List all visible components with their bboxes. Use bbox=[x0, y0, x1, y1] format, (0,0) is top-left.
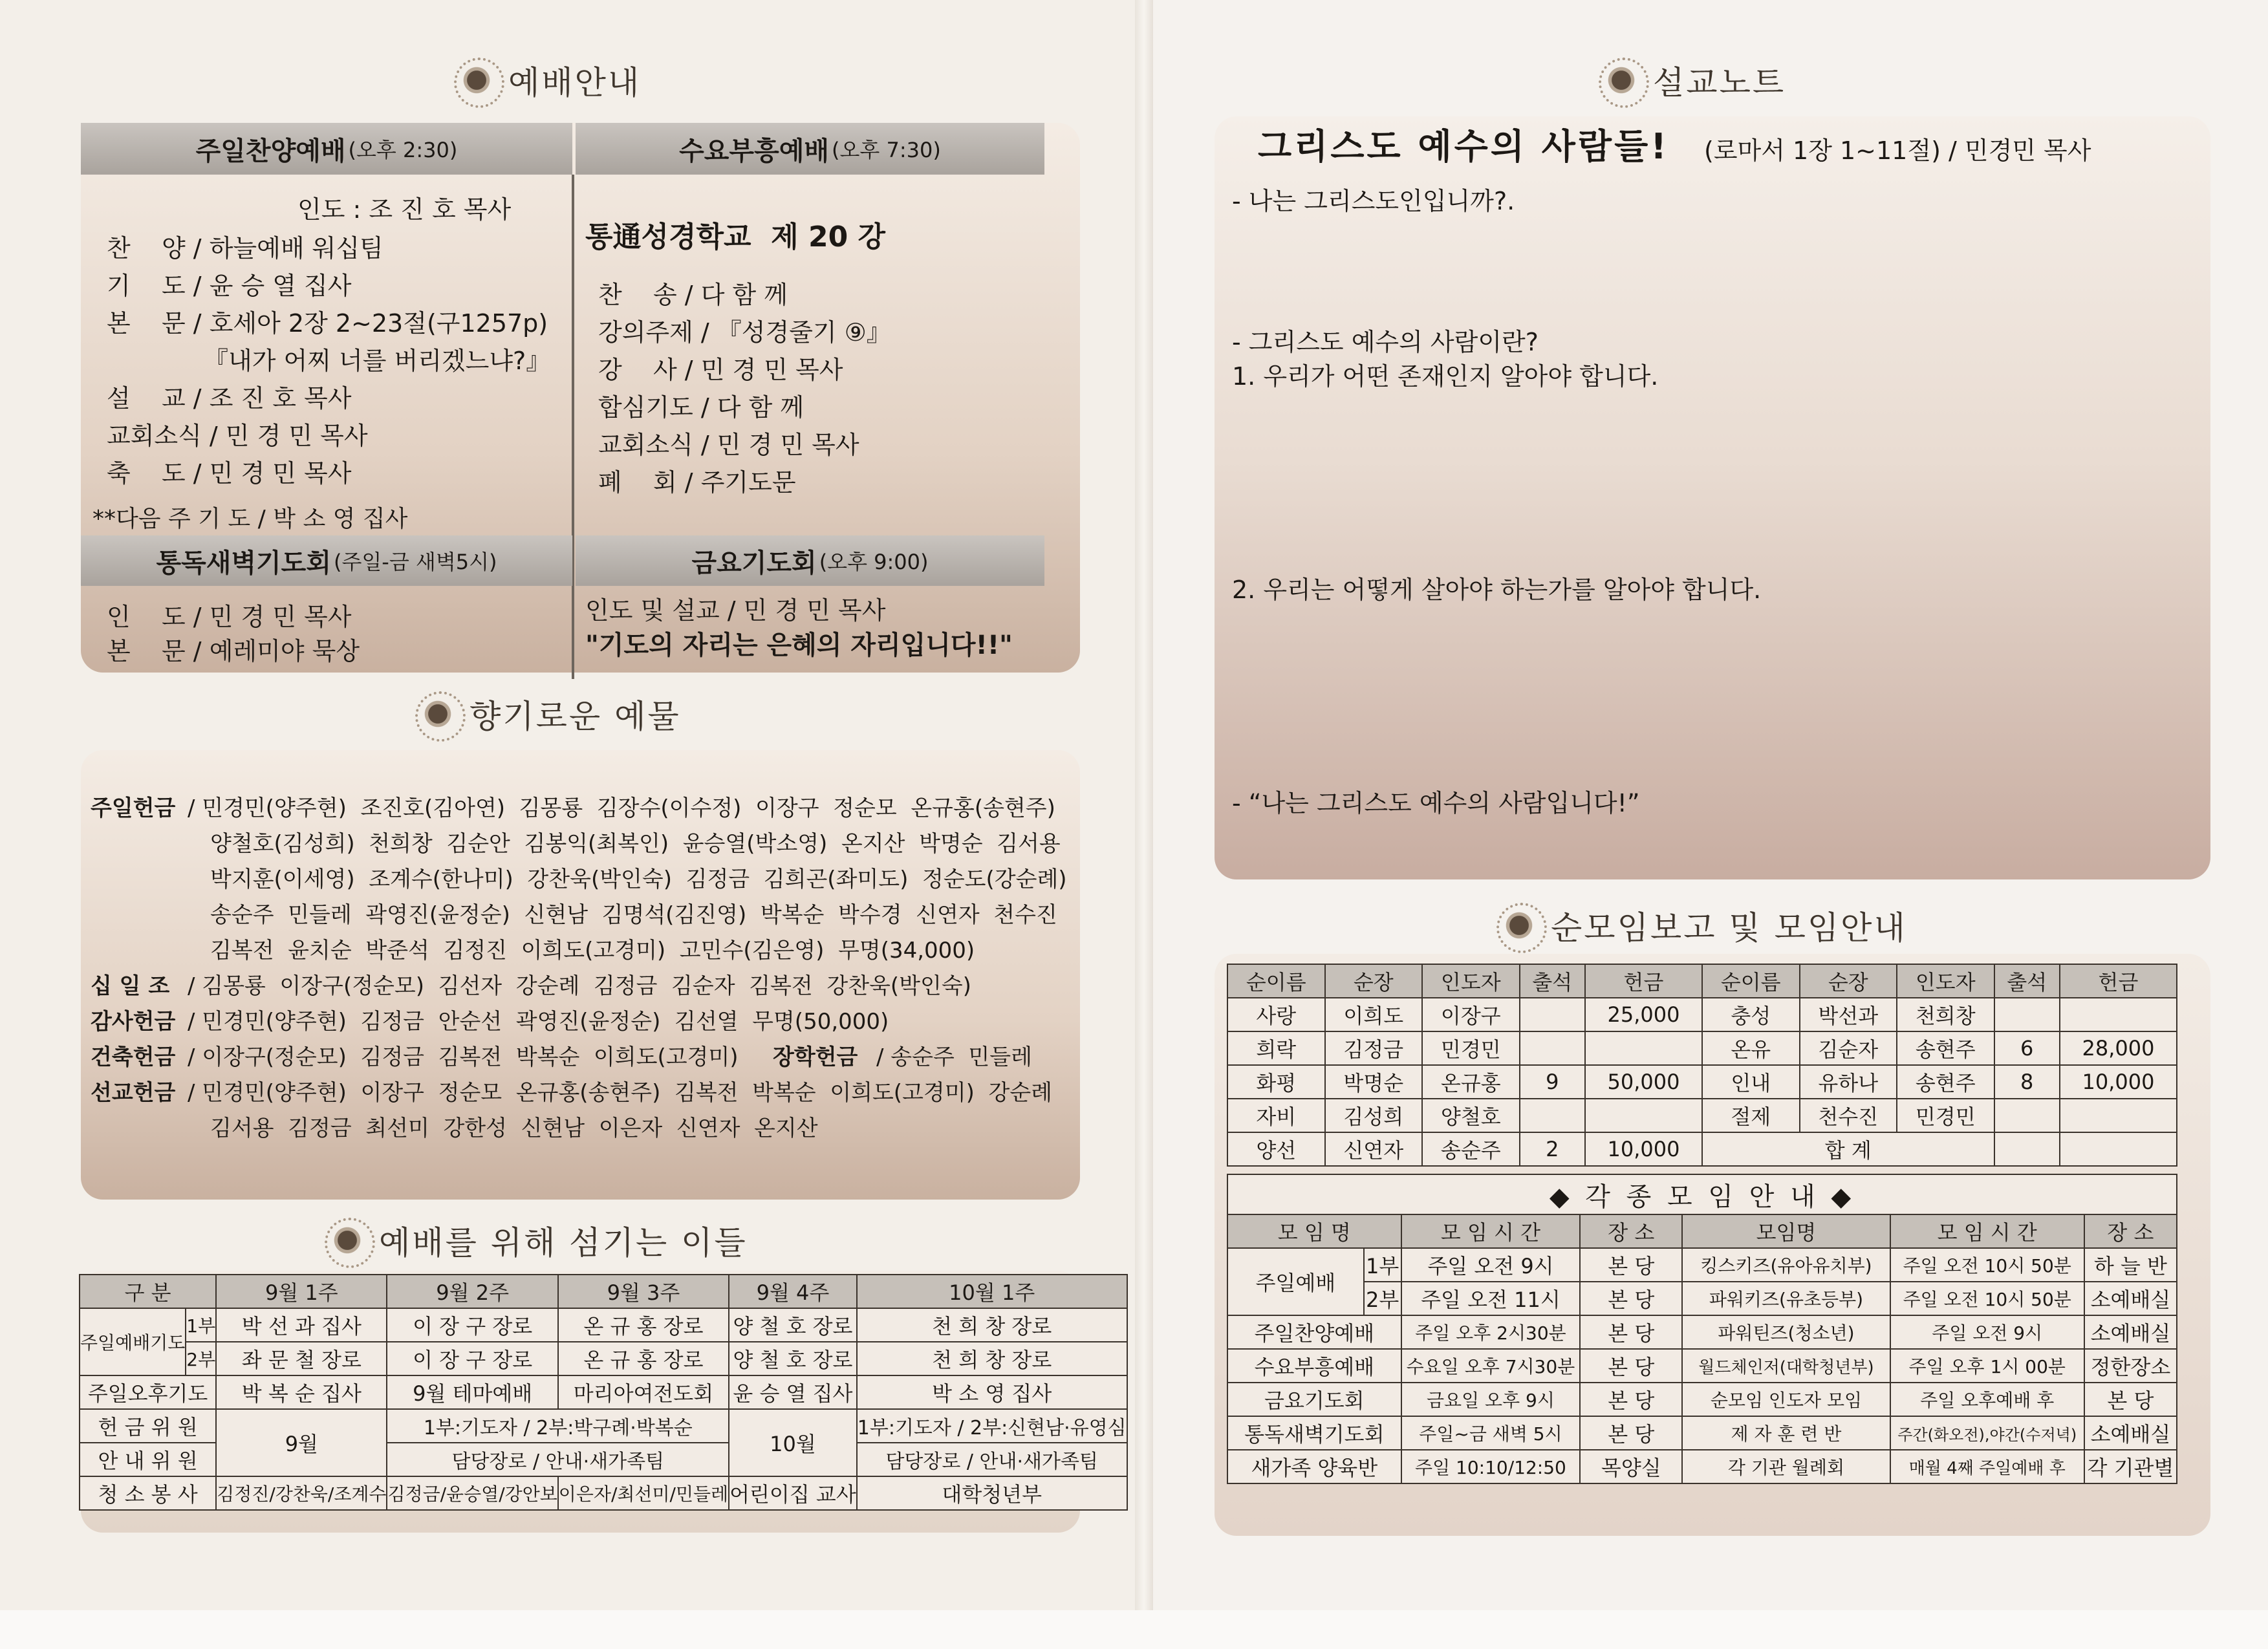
table-cell: 담당장로 / 안내·새가족팀 bbox=[387, 1443, 729, 1476]
sermon-note-line: - 나는 그리스도인입니까?. bbox=[1232, 187, 1515, 215]
table-cell bbox=[2060, 1132, 2177, 1166]
table-cell: 각 기관별 bbox=[2084, 1450, 2177, 1483]
table-header-cell: 9월 2주 bbox=[387, 1275, 557, 1308]
offering-label: 건축헌금 bbox=[91, 1044, 176, 1070]
table-cell: 충성 bbox=[1702, 998, 1800, 1031]
table-cell: 온규홍 bbox=[1422, 1065, 1520, 1099]
table-cell: 주일 오전 10시 50분 bbox=[1890, 1248, 2084, 1282]
table-cell: 민경민 bbox=[1422, 1031, 1520, 1065]
table-row bbox=[1227, 1248, 2177, 1282]
next-week-prayer: **다음 주 기 도 / 박 소 영 집사 bbox=[92, 506, 408, 532]
bible-school-title: 통通성경학교 제 20 강 bbox=[585, 221, 886, 253]
table-cell: 50,000 bbox=[1585, 1065, 1702, 1099]
table-cell: 8 bbox=[1994, 1065, 2060, 1099]
table-cell: 주일찬양예배 bbox=[1227, 1315, 1401, 1349]
table-cell: 주일~금 새벽 5시 bbox=[1401, 1416, 1581, 1450]
table-cell: 월드체인저(대학청년부) bbox=[1682, 1349, 1890, 1383]
sun-emblem-icon bbox=[1604, 63, 1639, 98]
table-cell: 청 소 봉 사 bbox=[80, 1476, 216, 1510]
small-group-report-table bbox=[1227, 964, 2177, 1167]
sermon-notes-panel bbox=[1215, 116, 2210, 879]
table-cell: 9 bbox=[1520, 1065, 1585, 1099]
table-row bbox=[1227, 1416, 2177, 1450]
table-cell: 2부 bbox=[186, 1342, 216, 1375]
table-cell: 소예배실 bbox=[2084, 1315, 2177, 1349]
table-cell: 박 소 영 집사 bbox=[857, 1375, 1127, 1409]
offering-names: 김복전 윤치순 박준석 김정진 이희도(고경미) 고민수(김은영) 무명(34,000) bbox=[210, 938, 975, 964]
table-cell: 1부:기도자 / 2부:박구례·박복순 bbox=[387, 1409, 729, 1443]
table-cell: 주일 오후예배 후 bbox=[1890, 1383, 2084, 1416]
table-cell: 마리아여전도회 bbox=[558, 1375, 729, 1409]
column-divider bbox=[572, 175, 574, 679]
table-header-cell: 구 분 bbox=[80, 1275, 216, 1308]
sermon-note-line: - “나는 그리스도 예수의 사람입니다!” bbox=[1232, 789, 1640, 817]
dawn-order-item: 인 도 / 민 경 민 목사 bbox=[107, 603, 352, 631]
total-label-cell: 합 계 bbox=[1702, 1132, 1994, 1166]
offering-names: 양철호(김성희) 천희창 김순안 김봉익(최복인) 윤승열(박소영) 온지산 박명순 김서용 bbox=[210, 831, 1061, 857]
table-row bbox=[1227, 1349, 2177, 1383]
table-row bbox=[1227, 1132, 2177, 1166]
table-cell bbox=[2060, 1099, 2177, 1132]
table-cell bbox=[1994, 1132, 2060, 1166]
table-row bbox=[1227, 964, 2177, 998]
table-cell: 담당장로 / 안내·새가족팀 bbox=[857, 1443, 1127, 1476]
wednesday-order-item: 찬 송 / 다 함 께 bbox=[598, 281, 788, 309]
table-cell: 김성희 bbox=[1325, 1099, 1423, 1132]
table-row bbox=[1227, 1031, 2177, 1065]
table-header-cell: 9월 1주 bbox=[216, 1275, 387, 1308]
table-cell: 주일 오후 1시 00분 bbox=[1890, 1349, 2084, 1383]
table-cell: 김정진/강찬욱/조계수 bbox=[216, 1476, 387, 1510]
table-cell: 박선과 bbox=[1800, 998, 1897, 1031]
table-cell: 하 늘 반 bbox=[2084, 1248, 2177, 1282]
sun-emblem-icon bbox=[420, 696, 455, 731]
table-cell: 이 장 구 장로 bbox=[387, 1342, 557, 1375]
table-row bbox=[1227, 1099, 2177, 1132]
table-cell: 천희창 bbox=[1897, 998, 1994, 1031]
meetings-table-title: ◆ 각 종 모 임 안 내 ◆ bbox=[1227, 1174, 2177, 1214]
table-cell: 송현주 bbox=[1897, 1065, 1994, 1099]
servers-section-title: 예배를 위해 섬기는 이들 bbox=[379, 1224, 748, 1262]
table-cell: 헌 금 위 원 bbox=[80, 1409, 216, 1443]
table-cell: 본 당 bbox=[1580, 1248, 1682, 1282]
table-cell: 금요일 오후 9시 bbox=[1401, 1383, 1581, 1416]
offering-names: 송순주 민들레 곽영진(윤정순) 신현남 김명석(김진영) 박복순 박수경 신연자 천수진 bbox=[210, 902, 1057, 928]
table-header-cell: 모 임 시 간 bbox=[1401, 1214, 1581, 1248]
offering-label: 감사헌금 bbox=[91, 1009, 176, 1035]
table-cell: 송순주 bbox=[1422, 1132, 1520, 1166]
table-header-cell: 순장 bbox=[1325, 964, 1423, 998]
friday-prayer-name: 금요기도회 bbox=[691, 548, 817, 578]
table-cell: 박 복 순 집사 bbox=[216, 1375, 387, 1409]
table-cell: 본 당 bbox=[1580, 1282, 1682, 1315]
table-cell: 절제 bbox=[1702, 1099, 1800, 1132]
table-header-cell: 순이름 bbox=[1702, 964, 1800, 998]
table-cell: 박 선 과 집사 bbox=[216, 1308, 387, 1342]
sun-emblem-icon bbox=[330, 1223, 365, 1258]
sunday-order-item: 설 교 / 조 진 호 목사 bbox=[107, 384, 352, 413]
table-cell: 양 철 호 장로 bbox=[729, 1308, 857, 1342]
table-cell: 제 자 훈 련 반 bbox=[1682, 1416, 1890, 1450]
sunday-order-item: 축 도 / 민 경 민 목사 bbox=[107, 459, 352, 488]
table-cell: 화평 bbox=[1227, 1065, 1325, 1099]
sunday-worship-time: (오후 2:30) bbox=[348, 138, 458, 162]
table-header-cell: 인도자 bbox=[1422, 964, 1520, 998]
sunday-order-item: 교회소식 / 민 경 민 목사 bbox=[107, 422, 368, 450]
offering-names: / 민경민(양주현) 이장구 정순모 온규홍(송현주) 김복전 박복순 이희도(고경미) 강순례 bbox=[188, 1080, 1053, 1106]
table-cell: 파워틴즈(청소년) bbox=[1682, 1315, 1890, 1349]
table-cell: 2부 bbox=[1364, 1282, 1401, 1315]
scholarship-offering-label: 장학헌금 bbox=[773, 1044, 858, 1070]
friday-prayer-time: (오후 9:00) bbox=[819, 550, 929, 574]
offering-names: / 김몽룡 이장구(정순모) 김선자 강순례 김정금 김순자 김복전 강찬욱(박인숙) bbox=[188, 973, 971, 999]
table-cell: 1부 bbox=[1364, 1248, 1401, 1282]
offering-label: 주일헌금 bbox=[91, 795, 176, 821]
table-cell: 본 당 bbox=[1580, 1383, 1682, 1416]
table-header-cell: 헌금 bbox=[1585, 964, 1702, 998]
offering-names: 박지훈(이세영) 조계수(한나미) 강찬욱(박인숙) 김정금 김희곤(좌미도) 정순도(강순례) bbox=[210, 867, 1067, 892]
table-cell: 각 기관 월례회 bbox=[1682, 1450, 1890, 1483]
table-cell: 온 규 홍 장로 bbox=[558, 1342, 729, 1375]
table-cell: 김정금 bbox=[1325, 1031, 1423, 1065]
table-cell: 파워키즈(유초등부) bbox=[1682, 1282, 1890, 1315]
sun-emblem-icon bbox=[459, 63, 494, 98]
table-header-cell: 9월 3주 bbox=[558, 1275, 729, 1308]
sunday-sermon-title: 『내가 어찌 너를 버리겠느냐?』 bbox=[204, 347, 551, 375]
table-cell: 본 당 bbox=[1580, 1349, 1682, 1383]
table-cell: 김순자 bbox=[1800, 1031, 1897, 1065]
table-cell: 수요일 오후 7시30분 bbox=[1401, 1349, 1581, 1383]
table-cell: 송현주 bbox=[1897, 1031, 1994, 1065]
table-cell bbox=[1994, 998, 2060, 1031]
table-cell: 양선 bbox=[1227, 1132, 1325, 1166]
table-cell: 주일 오전 10시 50분 bbox=[1890, 1282, 2084, 1315]
friday-order-item: 인도 및 설교 / 민 경 민 목사 bbox=[585, 596, 886, 625]
table-cell: 수요부흥예배 bbox=[1227, 1349, 1401, 1383]
table-cell: 박명순 bbox=[1325, 1065, 1423, 1099]
table-cell: 28,000 bbox=[2060, 1031, 2177, 1065]
table-cell: 1부:기도자 / 2부:신현남·유영심 bbox=[857, 1409, 1127, 1443]
table-cell: 주일 오전 11시 bbox=[1401, 1282, 1581, 1315]
table-header-cell: 9월 4주 bbox=[729, 1275, 857, 1308]
table-cell bbox=[1520, 1099, 1585, 1132]
table-cell: 온 규 홍 장로 bbox=[558, 1308, 729, 1342]
offering-names: / 민경민(양주현) 조진호(김아연) 김몽룡 김장수(이수정) 이장구 정순모 온규홍(송현주) bbox=[188, 795, 1055, 821]
table-header-cell: 헌금 bbox=[2060, 964, 2177, 998]
table-cell: 대학청년부 bbox=[857, 1476, 1127, 1510]
table-cell: 10월 bbox=[729, 1409, 857, 1476]
sunday-leader: 인도 : 조 진 호 목사 bbox=[297, 195, 512, 224]
table-cell: 10,000 bbox=[2060, 1065, 2177, 1099]
table-header-cell: 10월 1주 bbox=[857, 1275, 1127, 1308]
table-cell: 소예배실 bbox=[2084, 1416, 2177, 1450]
table-cell: 유하나 bbox=[1800, 1065, 1897, 1099]
table-cell: 6 bbox=[1994, 1031, 2060, 1065]
sunday-order-item: 본 문 / 호세아 2장 2~23절(구1257p) bbox=[107, 309, 548, 338]
wednesday-order-item: 강 사 / 민 경 민 목사 bbox=[598, 356, 843, 384]
sermon-section-title: 설교노트 bbox=[1653, 64, 1786, 102]
report-section-header bbox=[1502, 902, 1907, 949]
table-cell bbox=[1520, 998, 1585, 1031]
report-section-title: 순모임보고 및 모임안내 bbox=[1551, 909, 1907, 947]
table-cell: 통독새벽기도회 bbox=[1227, 1416, 1401, 1450]
table-cell: 주일예배 bbox=[1227, 1248, 1364, 1315]
table-cell: 천 희 창 장로 bbox=[857, 1308, 1127, 1342]
sunday-worship-header bbox=[81, 123, 572, 175]
table-cell: 1부 bbox=[186, 1308, 216, 1342]
table-cell: 천 희 창 장로 bbox=[857, 1342, 1127, 1375]
wednesday-order-item: 교회소식 / 민 경 민 목사 bbox=[598, 431, 859, 459]
table-cell: 새가족 양육반 bbox=[1227, 1450, 1401, 1483]
table-cell: 본 당 bbox=[2084, 1383, 2177, 1416]
sunday-worship-name: 주일찬양예배 bbox=[195, 136, 346, 166]
table-row bbox=[1227, 1450, 2177, 1483]
table-cell: 본 당 bbox=[1580, 1416, 1682, 1450]
table-cell: 주일 10:10/12:50 bbox=[1401, 1450, 1581, 1483]
table-row bbox=[80, 1476, 1127, 1510]
worship-section-header bbox=[459, 57, 641, 103]
wednesday-order-item: 폐 회 / 주기도문 bbox=[598, 468, 796, 497]
table-cell: 본 당 bbox=[1580, 1315, 1682, 1349]
table-cell: 주일예배기도 bbox=[80, 1308, 186, 1375]
table-cell: 양철호 bbox=[1422, 1099, 1520, 1132]
wednesday-worship-header bbox=[576, 123, 1044, 175]
table-row bbox=[80, 1308, 1127, 1342]
table-cell: 정한장소 bbox=[2084, 1349, 2177, 1383]
table-cell: 주일오후기도 bbox=[80, 1375, 216, 1409]
table-row bbox=[1227, 1214, 2177, 1248]
table-cell: 이희도 bbox=[1325, 998, 1423, 1031]
friday-prayer-header bbox=[576, 535, 1044, 586]
table-header-cell: 인도자 bbox=[1897, 964, 1994, 998]
table-cell: 25,000 bbox=[1585, 998, 1702, 1031]
servers-table bbox=[79, 1274, 1128, 1511]
table-cell: 윤 승 열 집사 bbox=[729, 1375, 857, 1409]
table-cell: 금요기도회 bbox=[1227, 1383, 1401, 1416]
table-cell: 주간(화오전),야간(수저녁) bbox=[1890, 1416, 2084, 1450]
table-row bbox=[1227, 1315, 2177, 1349]
table-cell: 주일 오후 2시30분 bbox=[1401, 1315, 1581, 1349]
table-cell: 사랑 bbox=[1227, 998, 1325, 1031]
table-cell bbox=[1585, 1099, 1702, 1132]
table-cell: 양 철 호 장로 bbox=[729, 1342, 857, 1375]
table-cell: 9월 테마예배 bbox=[387, 1375, 557, 1409]
table-cell: 민경민 bbox=[1897, 1099, 1994, 1132]
wednesday-order-item: 합심기도 / 다 함 께 bbox=[598, 393, 805, 422]
table-header-cell: 모 임 시 간 bbox=[1890, 1214, 2084, 1248]
dawn-prayer-header bbox=[81, 535, 572, 586]
table-cell: 자비 bbox=[1227, 1099, 1325, 1132]
table-cell: 천수진 bbox=[1800, 1099, 1897, 1132]
table-header-cell: 모 임 명 bbox=[1227, 1214, 1401, 1248]
table-cell: 순모임 인도자 모임 bbox=[1682, 1383, 1890, 1416]
sermon-main-title: 그리스도 예수의 사람들! bbox=[1258, 126, 1669, 167]
table-row bbox=[1227, 1383, 2177, 1416]
table-row bbox=[80, 1409, 1127, 1443]
wednesday-worship-time: (오후 7:30) bbox=[832, 138, 941, 162]
wednesday-worship-name: 수요부흥예배 bbox=[679, 136, 829, 166]
table-row bbox=[1227, 1065, 2177, 1099]
page-fold bbox=[1135, 0, 1153, 1649]
table-row bbox=[80, 1342, 1127, 1375]
table-cell: 주일 오전 9시 bbox=[1401, 1248, 1581, 1282]
page-bottom-margin bbox=[0, 1610, 2268, 1649]
worship-section-title: 예배안내 bbox=[508, 64, 642, 102]
table-cell bbox=[1585, 1031, 1702, 1065]
sermon-note-line: 2. 우리는 어떻게 살아야 하는가를 알아야 합니다. bbox=[1232, 576, 1762, 604]
table-cell bbox=[1520, 1031, 1585, 1065]
sermon-reference: (로마서 1장 1~11절) / 민경민 목사 bbox=[1704, 136, 2091, 165]
table-row bbox=[1227, 1174, 2177, 1214]
table-cell: 목양실 bbox=[1580, 1450, 1682, 1483]
table-cell: 이장구 bbox=[1422, 998, 1520, 1031]
table-cell: 어린이집 교사 bbox=[729, 1476, 857, 1510]
table-header-cell: 출석 bbox=[1994, 964, 2060, 998]
table-header-cell: 순이름 bbox=[1227, 964, 1325, 998]
sunday-order-item: 찬 양 / 하늘예배 워십팀 bbox=[107, 234, 383, 263]
table-row bbox=[1227, 1282, 2177, 1315]
table-cell: 신연자 bbox=[1325, 1132, 1423, 1166]
table-cell: 김정금/윤승열/강안보 bbox=[387, 1476, 557, 1510]
table-cell: 소예배실 bbox=[2084, 1282, 2177, 1315]
sermon-note-line: 1. 우리가 어떤 존재인지 알아야 합니다. bbox=[1232, 362, 1659, 391]
table-header-cell: 출석 bbox=[1520, 964, 1585, 998]
sunday-order-item: 기 도 / 윤 승 열 집사 bbox=[107, 272, 352, 300]
table-cell: 2 bbox=[1520, 1132, 1585, 1166]
wednesday-order-item: 강의주제 / 『성경줄기 ⑨』 bbox=[598, 318, 891, 347]
table-cell: 이 장 구 장로 bbox=[387, 1308, 557, 1342]
table-header-cell: 모임명 bbox=[1682, 1214, 1890, 1248]
table-cell: 좌 문 철 장로 bbox=[216, 1342, 387, 1375]
table-cell: 킹스키즈(유아유치부) bbox=[1682, 1248, 1890, 1282]
dawn-prayer-name: 통독새벽기도회 bbox=[156, 548, 331, 578]
table-cell bbox=[2060, 998, 2177, 1031]
table-cell: 안 내 위 원 bbox=[80, 1443, 216, 1476]
table-cell: 주일 오전 9시 bbox=[1890, 1315, 2084, 1349]
table-cell: 이은자/최선미/민들레 bbox=[558, 1476, 729, 1510]
offering-names: / 이장구(정순모) 김정금 김복전 박복순 이희도(고경미) bbox=[188, 1044, 739, 1070]
dawn-prayer-time: (주일-금 새벽5시) bbox=[333, 550, 497, 574]
offering-section-title: 향기로운 예물 bbox=[470, 698, 681, 735]
table-cell bbox=[1994, 1099, 2060, 1132]
table-row bbox=[1227, 998, 2177, 1031]
offering-label: 선교헌금 bbox=[91, 1080, 176, 1106]
table-cell: 인내 bbox=[1702, 1065, 1800, 1099]
dawn-order-item: 본 문 / 예레미야 묵상 bbox=[107, 637, 360, 665]
scholarship-offering-names: / 송순주 민들레 bbox=[876, 1044, 1032, 1070]
table-row bbox=[80, 1275, 1127, 1308]
offering-section-header bbox=[420, 691, 681, 737]
offering-names: / 민경민(양주현) 김정금 안순선 곽영진(윤정순) 김선열 무명(50,000) bbox=[188, 1009, 889, 1035]
offering-label: 십 일 조 bbox=[91, 973, 170, 999]
table-header-cell: 순장 bbox=[1800, 964, 1897, 998]
sermon-section-header bbox=[1604, 57, 1786, 103]
sermon-note-line: - 그리스도 예수의 사람이란? bbox=[1232, 328, 1539, 356]
table-cell: 매월 4째 주일예배 후 bbox=[1890, 1450, 2084, 1483]
table-header-cell: 장 소 bbox=[2084, 1214, 2177, 1248]
servers-section-header bbox=[330, 1217, 748, 1264]
offering-names: 김서용 김정금 최선미 강한성 신현남 이은자 신연자 온지산 bbox=[210, 1116, 818, 1141]
table-header-cell: 장 소 bbox=[1580, 1214, 1682, 1248]
table-row bbox=[80, 1375, 1127, 1409]
table-cell: 온유 bbox=[1702, 1031, 1800, 1065]
sun-emblem-icon bbox=[1502, 908, 1537, 943]
table-cell: 9월 bbox=[216, 1409, 387, 1476]
friday-slogan: "기도의 자리는 은혜의 자리입니다!!" bbox=[585, 630, 1013, 660]
table-cell: 희락 bbox=[1227, 1031, 1325, 1065]
table-cell: 10,000 bbox=[1585, 1132, 1702, 1166]
meetings-table bbox=[1227, 1174, 2177, 1484]
